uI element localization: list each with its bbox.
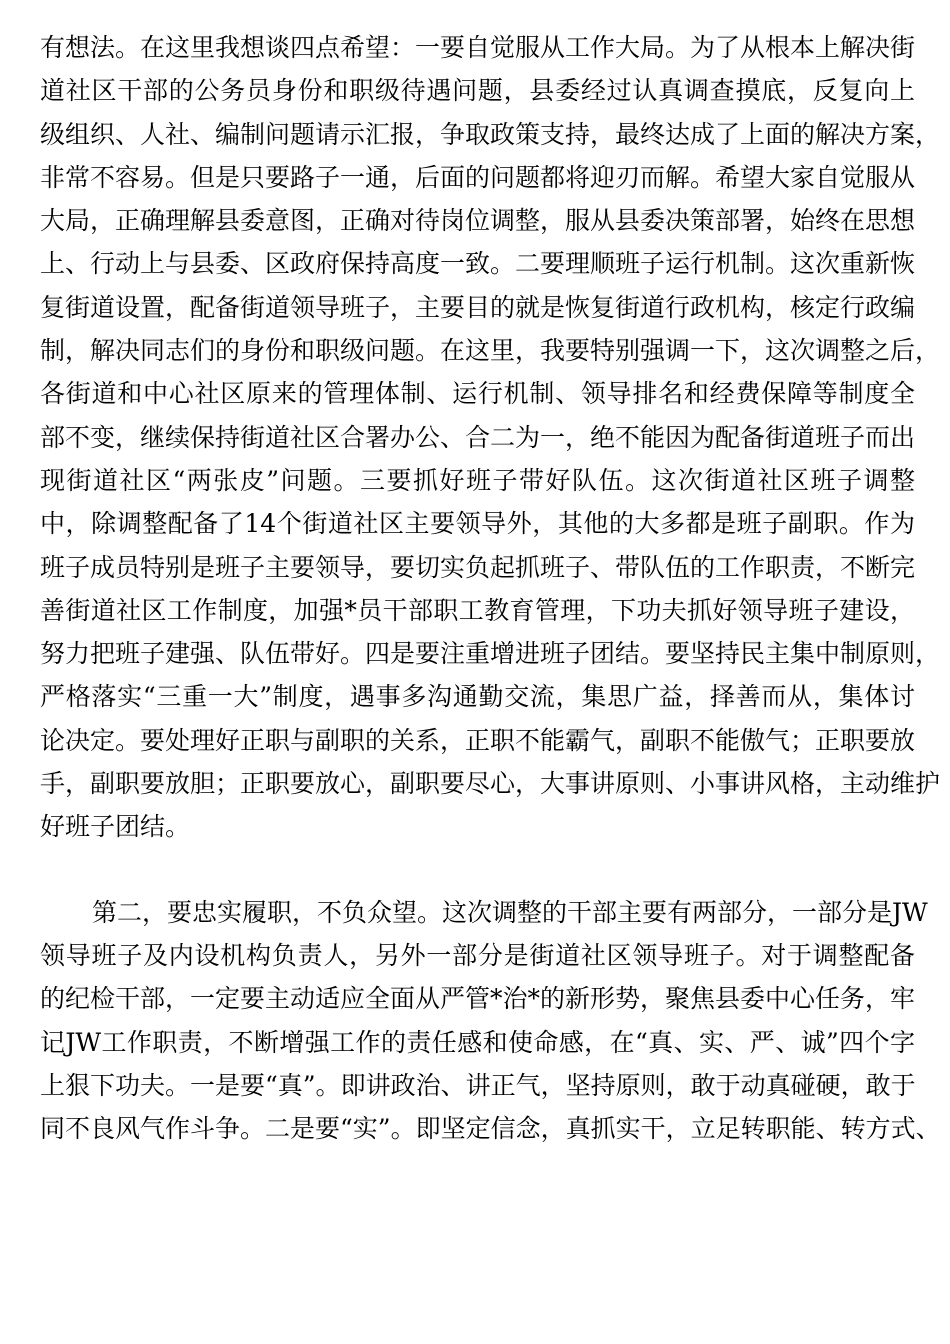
paragraph-2	[40, 891, 941, 1151]
text-line: 复街道设置，配备街道领导班子，主要目的就是恢复街道行政机构，核定行政编	[40, 292, 916, 322]
text-line: 中，除调整配备了14个街道社区主要领导外，其他的大多都是班子副职。作为	[40, 509, 915, 539]
text-line: 严格落实“三重一大”制度，遇事多沟通勤交流，集思广益，择善而从，集体讨	[40, 682, 915, 712]
text-line: 现街道社区“两张皮”问题。三要抓好班子带好队伍。这次街道社区班子调整	[40, 465, 915, 495]
paragraph-gap	[40, 849, 915, 891]
text-line: 非常不容易。但是只要路子一通，后面的问题都将迎刃而解。希望大家自觉服从	[40, 162, 916, 192]
text-line: 努力把班子建强、队伍带好。四是要注重增进班子团结。要坚持民主集中制原则，	[40, 639, 941, 669]
paragraph-1	[40, 26, 941, 849]
text-line: 各街道和中心社区原来的管理体制、运行机制、领导排名和经费保障等制度全	[40, 379, 915, 409]
text-line: 有想法。在这里我想谈四点希望：一要自觉服从工作大局。为了从根本上解决街	[40, 33, 916, 62]
text-line: 手，副职要放胆；正职要放心，副职要尽心，大事讲原则、小事讲风格，主动维护	[40, 769, 941, 799]
text-line: 第二，要忠实履职，不负众望。这次调整的干部主要有两部分，一部分是JW	[92, 897, 928, 927]
text-line: 同不良风气作斗争。二是要“实”。即坚定信念，真抓实干，立足转职能、转方式、	[40, 1114, 941, 1144]
text-line: 级组织、人社、编制问题请示汇报，争取政策支持，最终达成了上面的解决方案，	[40, 119, 941, 149]
text-line: 道社区干部的公务员身份和职级待遇问题，县委经过认真调查摸底，反复向上	[40, 76, 915, 106]
text-line: 上、行动上与县委、区政府保持高度一致。二要理顺班子运行机制。这次重新恢	[40, 249, 916, 279]
text-line: 好班子团结。	[40, 812, 191, 842]
text-line: 大局，正确理解县委意图，正确对待岗位调整，服从县委决策部署，始终在思想	[40, 206, 916, 236]
text-line: 上狠下功夫。一是要“真”。即讲政治、讲正气，坚持原则，敢于动真碰硬，敢于	[40, 1070, 916, 1100]
text-line: 记JW工作职责，不断增强工作的责任感和使命感，在“真、实、严、诚”四个字	[40, 1027, 915, 1057]
text-line: 的纪检干部，一定要主动适应全面从严管*治*的新形势，聚焦县委中心任务，牢	[40, 984, 916, 1014]
text-line: 领导班子及内设机构负责人，另外一部分是街道社区领导班子。对于调整配备	[40, 940, 915, 970]
text-line: 制，解决同志们的身份和职级问题。在这里，我要特别强调一下，这次调整之后，	[40, 336, 941, 366]
text-line: 部不变，继续保持街道社区合署办公、合二为一，绝不能因为配备街道班子而出	[40, 422, 916, 452]
text-line: 论决定。要处理好正职与副职的关系，正职不能霸气，副职不能傲气；正职要放	[40, 725, 916, 755]
text-line: 班子成员特别是班子主要领导，要切实负起抓班子、带队伍的工作职责，不断完	[40, 552, 916, 582]
document-page	[40, 26, 941, 1150]
text-line: 善街道社区工作制度，加强*员干部职工教育管理，下功夫抓好领导班子建设，	[40, 595, 915, 625]
